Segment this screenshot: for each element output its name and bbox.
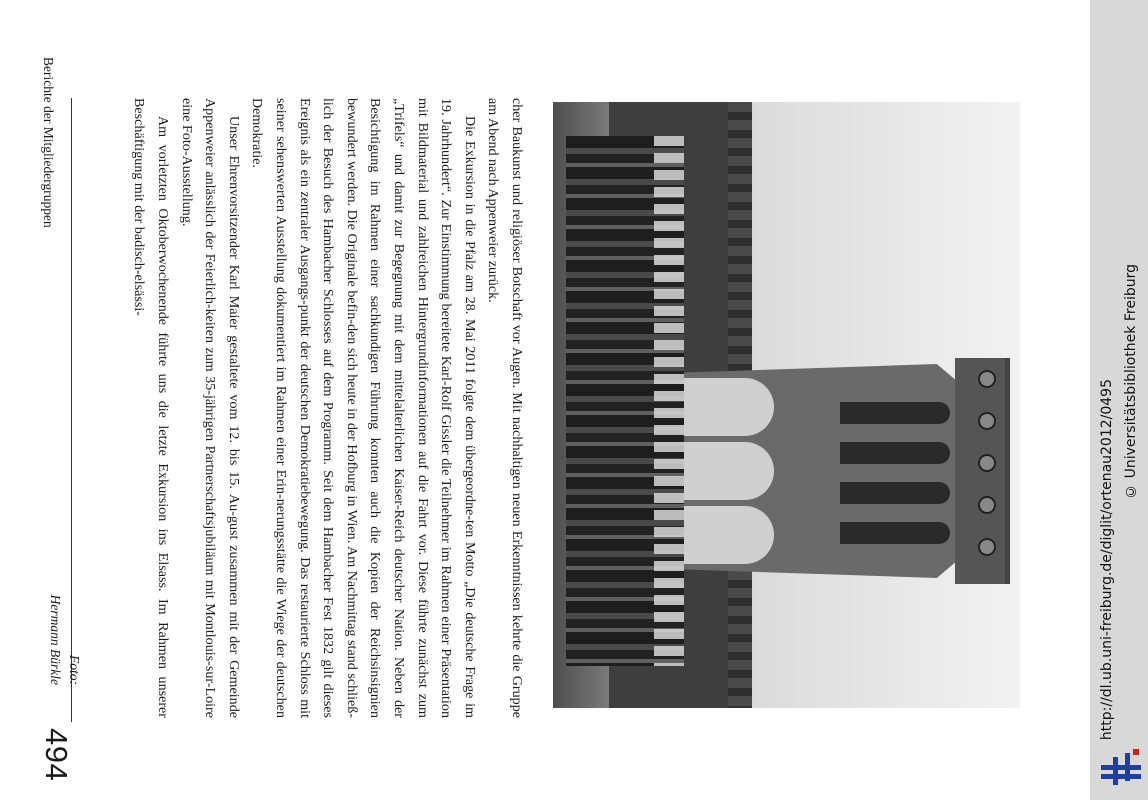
- running-head: Berichte der Mitgliedergruppen: [41, 57, 56, 228]
- paragraph-1: cher Baukunst und religiöser Botschaft vor Augen. Mit nachhaltigen neuen Erkenntnissen kehrte die Gruppe am Abend nach Appenweier zurück.: [485, 98, 525, 718]
- source-url[interactable]: http://dl.ub.uni-freiburg.de/diglit/ortenau2012/0495: [1099, 379, 1115, 741]
- photo-tower-window: [840, 402, 950, 424]
- photo-credit: [46, 565, 84, 685]
- photo-tower-ornament: [978, 412, 996, 430]
- paragraph-2: Die Exkursion in die Pfalz am 28. Mai 2011 folgte dem übergeordne-ten Motto „Die deutsche Frage im 19. Jahrhundert“. Zur Einstimmung bereitete Karl-Rolf Gissler die Teilnehmer im Rahmen einer Präsentation mit Bildmaterial und zahlreichen Hintergrundinformationen auf die Fahrt vor. Diese führte zunächst zum „Trifels“ und damit zur Begegnung mit dem mittelalterlichen Kaiser-Reich deutscher Nation. Neben der Besichtigung im Rahmen einer sachkundigen Führung konnten auch die Kopien der Reichsinsignien bewundert werden. Die Originale befin-den sich heute in der Hofburg in Wien. Am Nachmittag stand schließ-lich der Besuch des Hambacher Schlosses auf dem Programm. Seit dem Hambacher Fest 1832 gilt dieses Ereignis als ein zentraler Ausgangs-punkt der deutschen Demokratiebewegung. Das restaurierte Schloss mit seiner sehenswerten Ausstellung dokumentiert im Rahmen einer Erin-nerungsstätte die Wiege der deutschen Demokratie.: [249, 98, 478, 718]
- photo-tower-window: [840, 482, 950, 504]
- photo-tower-arch: [684, 506, 774, 564]
- paragraph-4: Am vorletzten Oktoberwochenende führte uns die letzte Exkursion ins Elsass. Im Rahmen unserer Beschäftigung mit der badisch-elsässi-: [131, 98, 172, 718]
- group-photo-tower: [553, 102, 1020, 708]
- body-text: [127, 98, 528, 718]
- library-logo-icon: [1099, 747, 1143, 787]
- page-number: 494: [39, 728, 74, 782]
- photo-group-faces: [654, 136, 684, 666]
- photo-tower-arch: [684, 442, 774, 500]
- photo-tower-ornament: [978, 538, 996, 556]
- paragraph-3: Unser Ehrenvorsitzender Karl Maier gestaltete vom 12. bis 15. Au-gust zusammen mit der Gemeinde Appenweier anlässlich der Feierlich-keiten zum 35-jährigen Partnerschaftsjubiläum mit Montlouis-sur-Loire eine Foto-Ausstellung.: [178, 98, 242, 718]
- photo-credit-label: Foto:: [67, 655, 82, 685]
- photo-tower-ornament: [978, 454, 996, 472]
- photo-tower-window: [840, 442, 950, 464]
- photo-tower-ornament: [978, 370, 996, 388]
- photo-tower-window: [840, 522, 950, 544]
- copyright-notice: © Universitätsbibliothek Freiburg: [1123, 264, 1139, 499]
- photo-tower-arch: [684, 378, 774, 436]
- photo-tower-ornament: [978, 496, 996, 514]
- photo-credit-name: Hermann Bürkle: [48, 594, 63, 685]
